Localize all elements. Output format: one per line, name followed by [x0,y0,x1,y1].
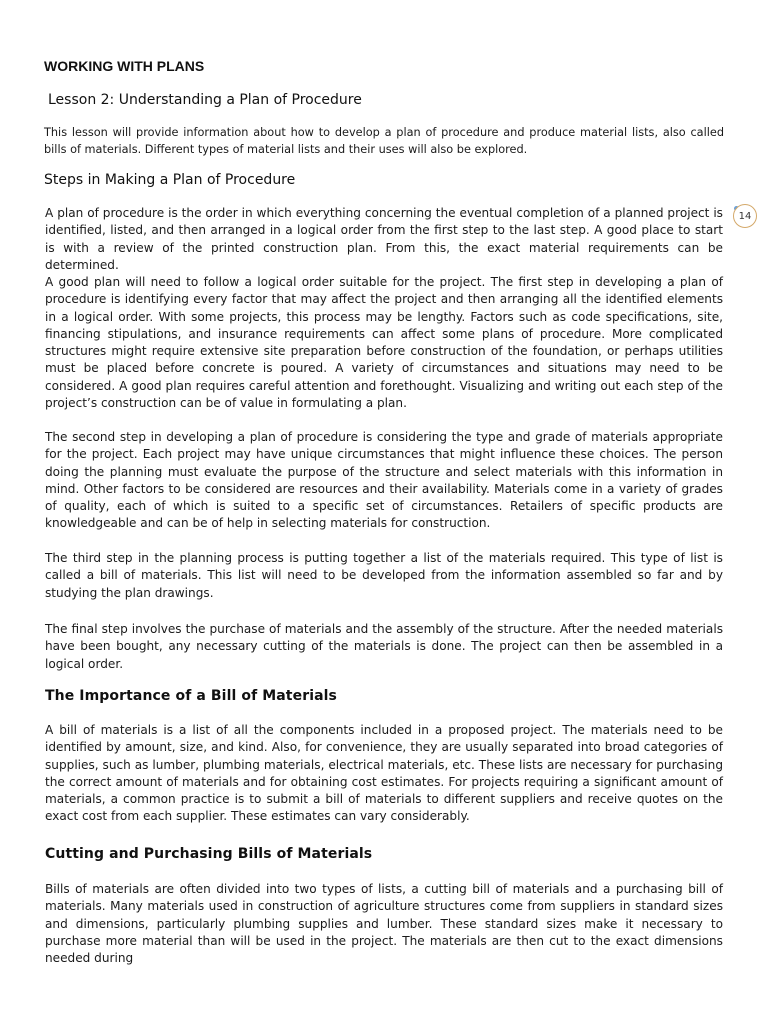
paragraph-steps-1: A plan of procedure is the order in which everything concerning the eventual completion of a planned project is identified, listed, and then arranged in a logical order from the first step to the last step. A good place to start is with a review of the printed construction plan. From this, the exact material requirements can be determined. [45,206,723,272]
section-heading-importance: The Importance of a Bill of Materials [45,688,337,704]
section-heading-cutting: Cutting and Purchasing Bills of Materials [45,846,373,862]
lesson-title: Lesson 2: Understanding a Plan of Procedure [48,92,362,108]
section-heading-steps: Steps in Making a Plan of Procedure [44,172,296,188]
document-title: WORKING WITH PLANS [44,58,205,74]
paragraph-steps-5: The final step involves the purchase of materials and the assembly of the structure. After the needed materials have been bought, any necessary cutting of the materials is done. The project can then be assembled in a logical order. [45,622,723,671]
paragraph-steps-2: A good plan will need to follow a logical order suitable for the project. The first step in developing a plan of procedure is identifying every factor that may affect the project and then arranging all the identified elements in a logical order. With some projects, this process may be lengthy. Factors such as code specifications, site, financing stipulations, and insurance requirements can affect some plans of procedure. More complicated structures might require extensive site preparation before construction of the foundation, or perhaps utilities must be placed before concrete is poured. A variety of circumstances and situations may need to be considered. A good plan requires careful attention and forethought. Visualizing and writing out each step of the project’s construction can be of value in formulating a plan. [45,275,723,411]
paragraph-steps-3: The second step in developing a plan of procedure is considering the type and grade of materials appropriate for the project. Each project may have unique circumstances that might influence these choices. The person doing the planning must evaluate the purpose of the structure and select materials with this information in mind. Other factors to be considered are resources and their availability. Materials come in a variety of grades of quality, each of which is suited to a specific set of circumstances. Retailers of specific products are knowledgeable and can be of help in selecting materials for construction. [45,430,723,531]
intro-paragraph: This lesson will provide information about how to develop a plan of procedure and produce material lists, also called bills of materials. Different types of material lists and their uses will also be explored. [44,126,724,156]
paragraph-steps-4: The third step in the planning process is putting together a list of the materials required. This type of list is called a bill of materials. This list will need to be developed from the information assembled so far and by studying the plan drawings. [45,551,723,600]
paragraph-importance-1: A bill of materials is a list of all the components included in a proposed project. The materials need to be identified by amount, size, and kind. Also, for convenience, they are usually separated into broad categories of supplies, such as lumber, plumbing materials, electrical materials, etc. These lists are necessary for purchasing the correct amount of materials and for obtaining cost estimates. For projects requiring a significant amount of materials, a common practice is to submit a bill of materials to different suppliers and receive quotes on the exact cost from each supplier. These estimates can vary considerably. [45,723,723,824]
page-number-marker[interactable]: 14 [733,204,757,228]
paragraph-cutting-1: Bills of materials are often divided into two types of lists, a cutting bill of materials and a purchasing bill of materials. Many materials used in construction of agriculture structures come from suppliers in standard sizes and dimensions, particularly plumbing supplies and lumber. These standard sizes make it necessary to purchase more material than will be used in the project. The materials are then cut to the exact dimensions needed during [45,882,723,966]
